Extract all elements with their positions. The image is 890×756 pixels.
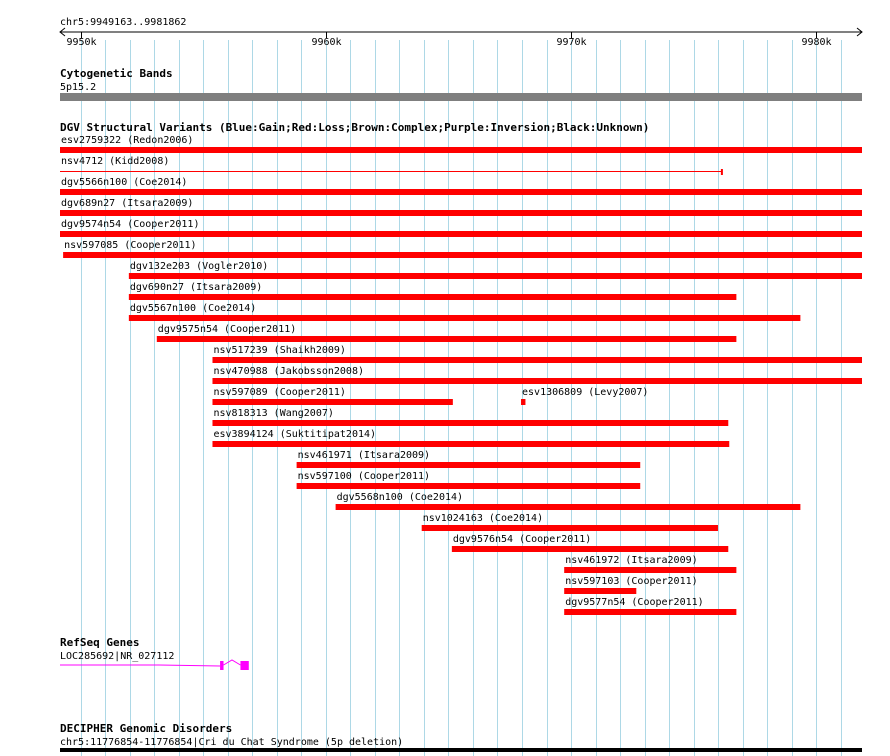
decipher-feature-label: chr5:11776854-11776854|Cri du Chat Syndrome (5p deletion)	[60, 737, 404, 748]
variant-bar[interactable]	[129, 294, 737, 300]
cytoband-track-title: Cytogenetic Bands	[60, 67, 173, 80]
variant-bar[interactable]	[336, 504, 801, 510]
variant-label: esv1306809 (Levy2007)	[522, 387, 649, 398]
variant-label: dgv690n27 (Itsara2009)	[129, 282, 263, 293]
variant-label: nsv461972 (Itsara2009)	[565, 555, 698, 566]
refseq-track-title: RefSeq Genes	[60, 636, 140, 649]
variant-bar[interactable]	[212, 399, 452, 405]
dgv-track-title: DGV Structural Variants (Blue:Gain;Red:Loss;Brown:Complex;Purple:Inversion;Black:Unknown)	[60, 121, 650, 134]
variant-bar[interactable]	[129, 315, 801, 321]
variant-bar[interactable]	[60, 231, 862, 237]
variant-label: dgv9575n54 (Cooper2011)	[157, 324, 297, 335]
variant-label: nsv1024163 (Coe2014)	[422, 513, 544, 524]
intron-line	[159, 665, 220, 666]
variant-label: dgv5567n100 (Coe2014)	[129, 303, 257, 314]
variant-label: dgv5566n100 (Coe2014)	[61, 177, 188, 188]
variant-label: nsv818313 (Wang2007)	[213, 408, 334, 419]
variant-bar[interactable]	[60, 147, 862, 153]
variant-bar[interactable]	[129, 273, 862, 279]
variant-bar[interactable]	[212, 441, 729, 447]
variant-label: nsv597103 (Cooper2011)	[565, 576, 698, 587]
tick-label: 9950k	[66, 37, 97, 48]
variant-label: dgv9577n54 (Cooper2011)	[565, 597, 704, 608]
variant-bar[interactable]	[564, 588, 636, 594]
variant-bar[interactable]	[297, 483, 641, 489]
variant-label: dgv9576n54 (Cooper2011)	[452, 534, 592, 545]
cytoband-track[interactable]	[60, 67, 862, 101]
exon-block[interactable]	[240, 661, 248, 670]
variant-bar[interactable]	[521, 399, 525, 405]
decipher-track[interactable]	[60, 722, 862, 752]
variant-bar[interactable]	[63, 252, 862, 258]
tick-label: 9970k	[556, 37, 587, 48]
variant-bar[interactable]	[212, 378, 862, 384]
variant-label: nsv517239 (Shaikh2009)	[213, 345, 346, 356]
variant-label: nsv461971 (Itsara2009)	[297, 450, 431, 461]
variant-label: dgv132e203 (Vogler2010)	[129, 261, 269, 272]
tick-label: 9960k	[311, 37, 342, 48]
variant-bar[interactable]	[60, 210, 862, 216]
intron-caret	[224, 660, 241, 665]
variant-label: dgv9574n54 (Cooper2011)	[61, 219, 200, 230]
variant-bar[interactable]	[452, 546, 728, 552]
variant-label: nsv4712 (Kidd2008)	[61, 156, 170, 167]
variant-label: nsv470988 (Jakobsson2008)	[213, 366, 364, 377]
dgv-track[interactable]	[60, 121, 862, 615]
variant-label: dgv689n27 (Itsara2009)	[61, 198, 194, 209]
exon-block[interactable]	[220, 661, 223, 670]
gene-label: LOC285692|NR_027112	[60, 651, 175, 662]
variant-label: esv2759322 (Redon2006)	[61, 135, 194, 146]
variant-bar[interactable]	[212, 420, 728, 426]
decipher-track-title: DECIPHER Genomic Disorders	[60, 722, 233, 735]
variant-bar[interactable]	[564, 609, 736, 615]
cytoband-bar[interactable]	[60, 93, 862, 101]
variant-label: dgv5568n100 (Coe2014)	[336, 492, 464, 503]
tick-label: 9980k	[801, 37, 832, 48]
variant-label: esv3894124 (Suktitipat2014)	[213, 429, 377, 440]
decipher-feature-bar[interactable]	[60, 748, 862, 752]
variant-bar[interactable]	[60, 189, 862, 195]
variant-label: nsv597100 (Cooper2011)	[297, 471, 431, 482]
variant-bar[interactable]	[297, 462, 641, 468]
region-label: chr5:9949163..9981862	[60, 17, 187, 28]
variant-bar[interactable]	[212, 357, 862, 363]
variant-bar[interactable]	[422, 525, 718, 531]
ruler	[60, 17, 862, 48]
variant-label: nsv597085 (Cooper2011)	[64, 240, 197, 251]
variant-bar[interactable]	[564, 567, 736, 573]
variant-label: nsv597089 (Cooper2011)	[213, 387, 346, 398]
variant-end-mark[interactable]	[721, 169, 723, 175]
dgv-features[interactable]	[60, 135, 862, 615]
cytoband-label: 5p15.2	[60, 82, 97, 93]
variant-bar[interactable]	[157, 336, 737, 342]
